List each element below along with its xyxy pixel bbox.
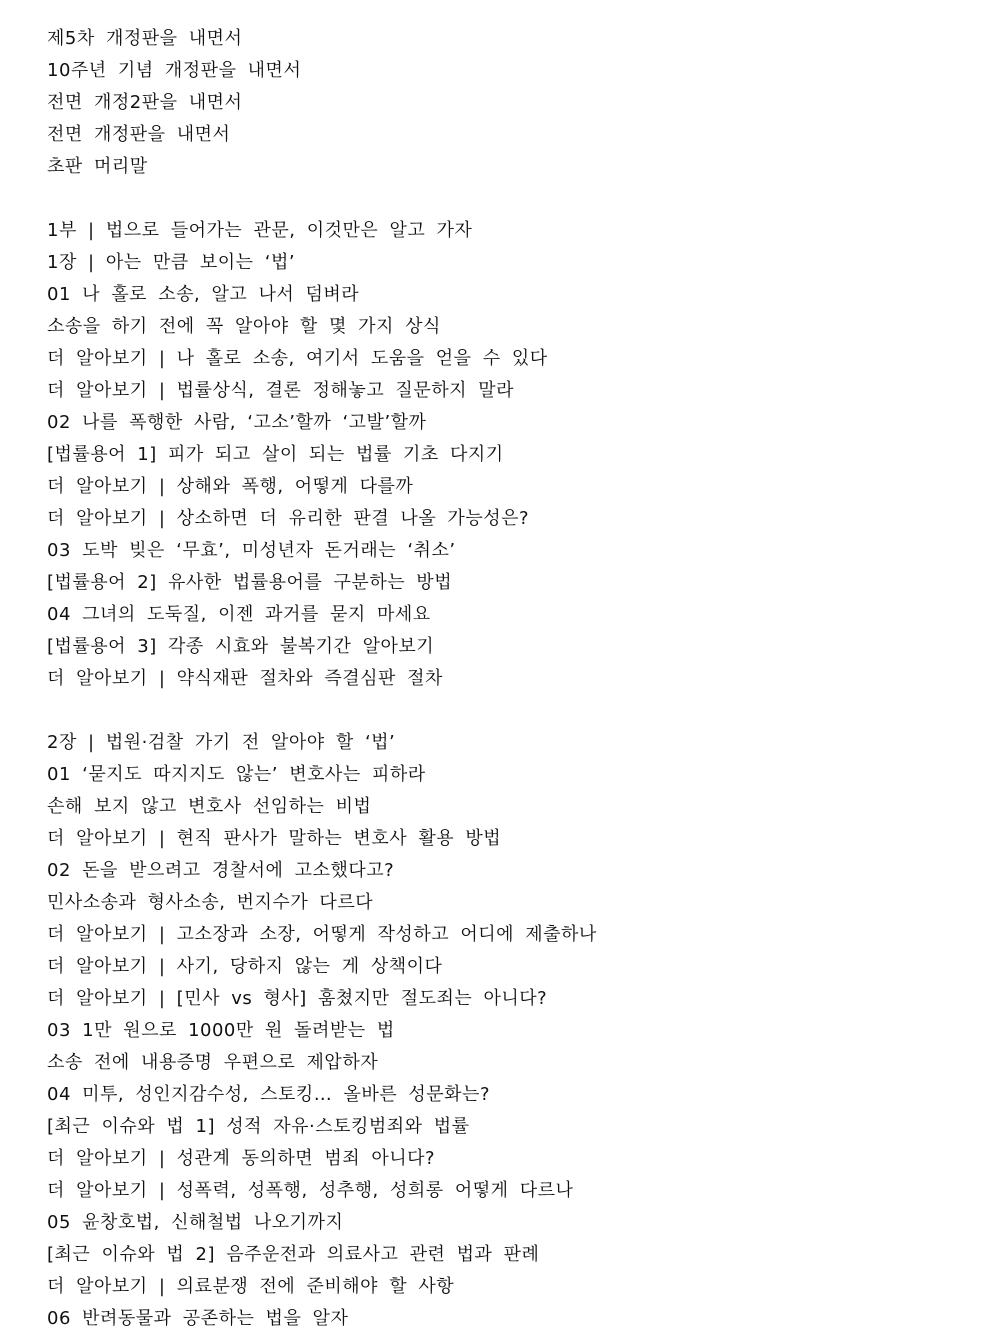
toc-line: 02 돈을 받으려고 경찰서에 고소했다고? [47,860,395,881]
toc-line: 04 그녀의 도둑질, 이젠 과거를 묻지 마세요 [47,604,431,625]
toc-line: 더 알아보기 | 성관계 동의하면 범죄 아니다? [47,1148,436,1169]
toc-line: 더 알아보기 | 약식재판 절차와 즉결심판 절차 [47,668,443,689]
part-1 [47,215,967,1335]
toc-line: 더 알아보기 | 성폭력, 성폭행, 성추행, 성희롱 어떻게 다르나 [47,1180,574,1201]
toc-line: 01 나 홀로 소송, 알고 나서 덤벼라 [47,284,360,305]
toc-line: 04 미투, 성인지감수성, 스토킹… 올바른 성문화는? [47,1084,490,1105]
toc-line: 02 나를 폭행한 사람, ‘고소’할까 ‘고발’할까 [47,412,427,433]
toc-line: 소송을 하기 전에 꼭 알아야 할 몇 가지 상식 [47,316,441,337]
toc-line: 더 알아보기 | 나 홀로 소송, 여기서 도움을 얻을 수 있다 [47,348,548,369]
preface-list [47,23,967,183]
toc-line: 소송 전에 내용증명 우편으로 제압하자 [47,1052,379,1073]
chapter-2 [47,727,967,1335]
toc-line: 더 알아보기 | 현직 판사가 말하는 변호사 활용 방법 [47,828,502,849]
part-title: 1부 | 법으로 들어가는 관문, 이것만은 알고 가자 [47,220,473,241]
toc-line: 초판 머리말 [47,156,148,177]
toc-line: [최근 이슈와 법 2] 음주운전과 의료사고 관련 법과 판례 [47,1244,540,1265]
toc-line: 더 알아보기 | 의료분쟁 전에 준비해야 할 사항 [47,1276,455,1297]
toc-line: 더 알아보기 | 상해와 폭행, 어떻게 다를까 [47,476,414,497]
toc-line: 제5차 개정판을 내면서 [47,28,243,49]
toc-line: 더 알아보기 | [민사 vs 형사] 훔쳤지만 절도죄는 아니다? [47,988,548,1009]
chapter-1 [47,247,967,695]
toc-line: [법률용어 3] 각종 시효와 불복기간 알아보기 [47,636,435,657]
toc-line: 더 알아보기 | 법률상식, 결론 정해놓고 질문하지 말라 [47,380,514,401]
section-spacer [47,183,967,215]
toc-line: 06 반려동물과 공존하는 법을 알자 [47,1308,349,1329]
toc-line: 03 1만 원으로 1000만 원 돌려받는 법 [47,1020,395,1041]
toc-line: 전면 개정2판을 내면서 [47,92,243,113]
chapter-title: 1장 | 아는 만큼 보이는 ‘법’ [47,252,296,273]
toc-line: 더 알아보기 | 사기, 당하지 않는 게 상책이다 [47,956,443,977]
toc-line: [법률용어 1] 피가 되고 살이 되는 법률 기초 다지기 [47,444,504,465]
toc-line: [최근 이슈와 법 1] 성적 자유·스토킹범죄와 법률 [47,1116,470,1137]
section-spacer [47,695,967,727]
table-of-contents [47,23,967,1335]
toc-line: [법률용어 2] 유사한 법률용어를 구분하는 방법 [47,572,453,593]
toc-line: 전면 개정판을 내면서 [47,124,231,145]
toc-line: 더 알아보기 | 상소하면 더 유리한 판결 나올 가능성은? [47,508,530,529]
toc-line: 더 알아보기 | 고소장과 소장, 어떻게 작성하고 어디에 제출하나 [47,924,597,945]
toc-line: 10주년 기념 개정판을 내면서 [47,60,302,81]
toc-line: 손해 보지 않고 변호사 선임하는 비법 [47,796,372,817]
toc-line: 민사소송과 형사소송, 번지수가 다르다 [47,892,374,913]
toc-line: 05 윤창호법, 신해철법 나오기까지 [47,1212,344,1233]
toc-line: 01 ‘묻지도 따지지도 않는’ 변호사는 피하라 [47,764,426,785]
chapter-title: 2장 | 법원·검찰 가기 전 알아야 할 ‘법’ [47,732,396,753]
toc-line: 03 도박 빚은 ‘무효’, 미성년자 돈거래는 ‘취소’ [47,540,456,561]
